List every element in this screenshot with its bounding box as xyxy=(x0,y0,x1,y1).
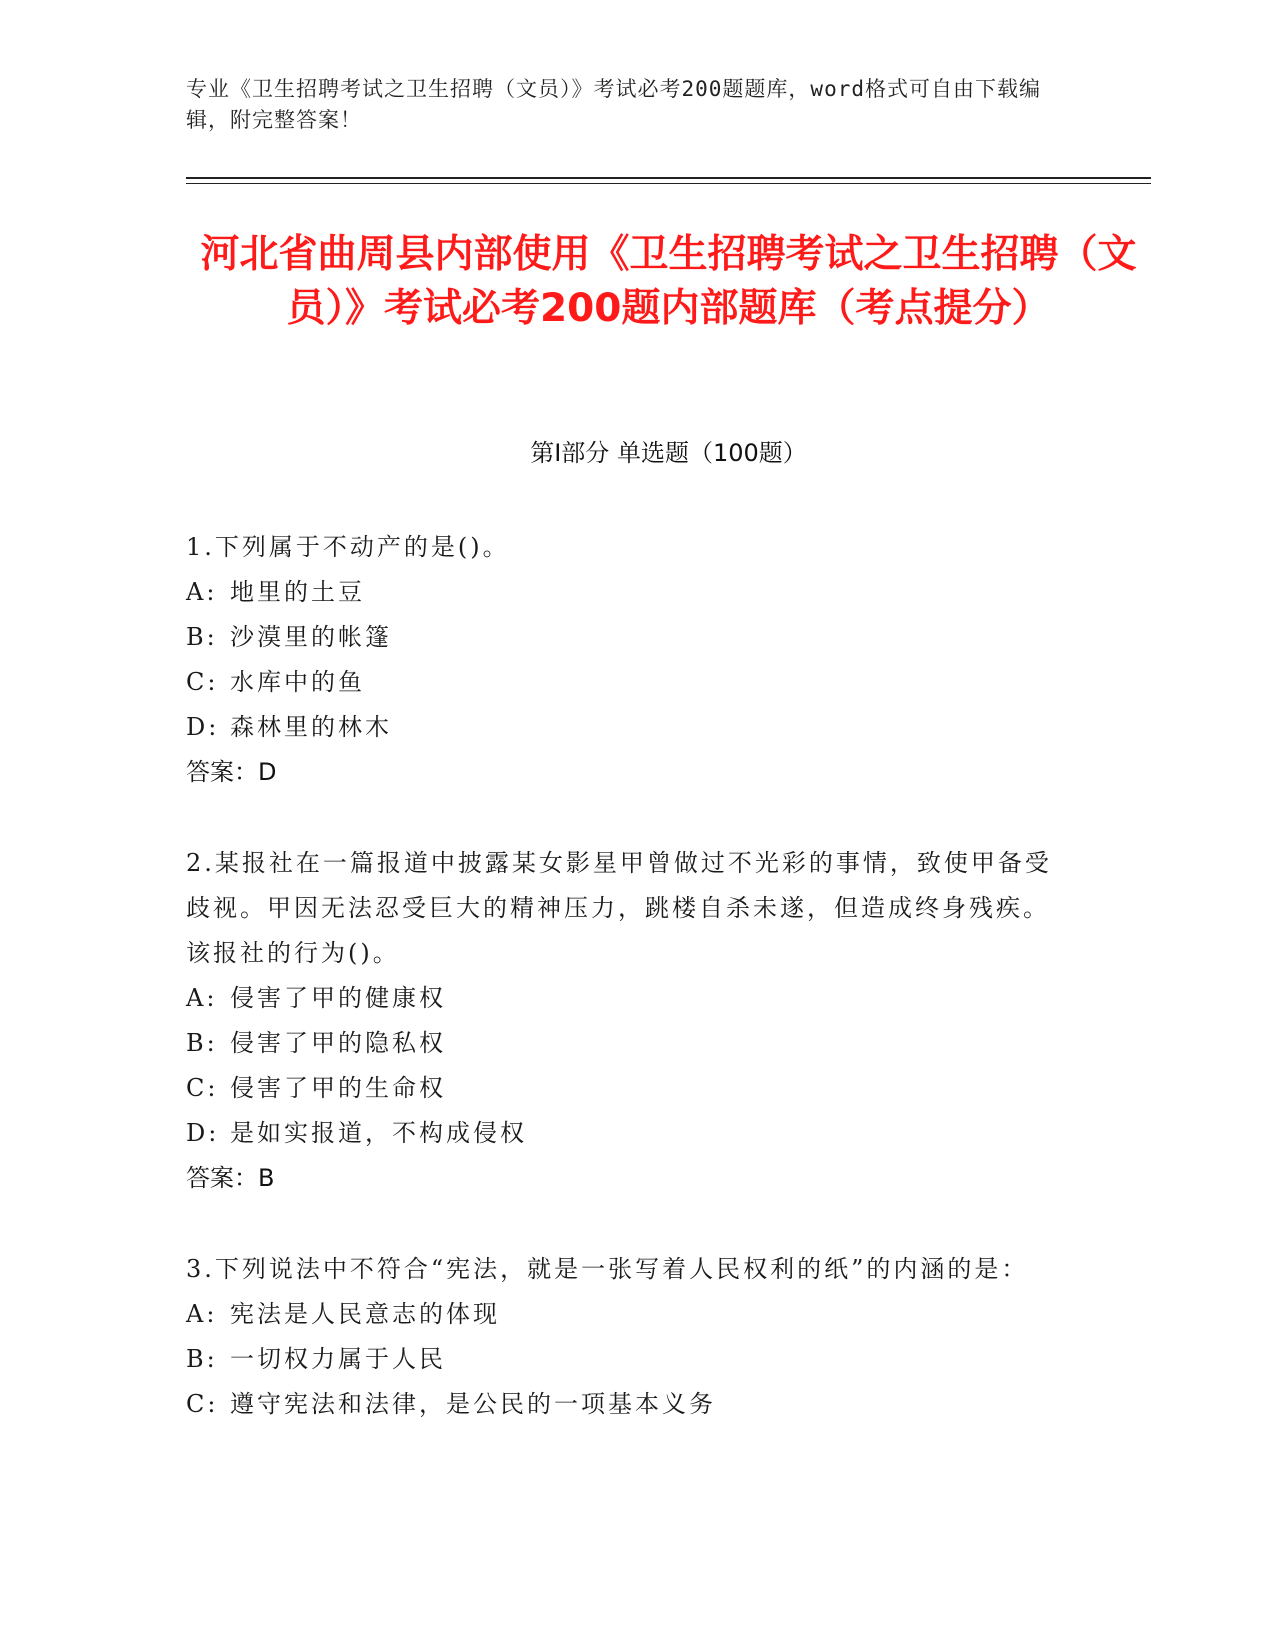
option-letter: B: xyxy=(186,1029,218,1057)
question-item xyxy=(186,841,1066,1201)
option-text: 侵害了甲的健康权 xyxy=(230,984,446,1012)
question-option xyxy=(186,976,1066,1021)
option-letter: C: xyxy=(186,1074,219,1102)
option-text: 遵守宪法和法律，是公民的一项基本义务 xyxy=(230,1390,716,1418)
option-letter: C: xyxy=(186,668,219,696)
option-letter: A: xyxy=(186,578,218,606)
question-option xyxy=(186,660,1066,705)
question-item xyxy=(186,525,1066,795)
option-letter: D: xyxy=(186,713,220,741)
question-item xyxy=(186,1247,1066,1427)
question-list xyxy=(186,525,1066,1473)
question-answer: 答案：D xyxy=(186,758,277,786)
question-option xyxy=(186,615,1066,660)
option-text: 沙漠里的帐篷 xyxy=(230,623,392,651)
option-letter: A: xyxy=(186,984,218,1012)
question-stem: 2.某报社在一篇报道中披露某女影星甲曾做过不光彩的事情，致使甲备受歧视。甲因无法忍受巨大的精神压力，跳楼自杀未遂，但造成终身残疾。该报社的行为()。 xyxy=(186,849,1052,967)
question-option xyxy=(186,1066,1066,1111)
question-option xyxy=(186,570,1066,615)
header-divider-thick xyxy=(186,177,1151,179)
question-option xyxy=(186,1382,1066,1427)
option-text: 宪法是人民意志的体现 xyxy=(230,1300,500,1328)
question-answer: 答案：B xyxy=(186,1164,275,1192)
question-option xyxy=(186,1111,1066,1156)
question-option xyxy=(186,1292,1066,1337)
option-letter: C: xyxy=(186,1390,219,1418)
option-letter: B: xyxy=(186,1345,218,1373)
option-text: 森林里的林木 xyxy=(230,713,392,741)
option-text: 水库中的鱼 xyxy=(230,668,365,696)
option-text: 侵害了甲的隐私权 xyxy=(230,1029,446,1057)
page-title: 河北省曲周县内部使用《卫生招聘考试之卫生招聘（文员）》考试必考200题内部题库（考点提分） xyxy=(200,232,1137,331)
question-option xyxy=(186,1021,1066,1066)
question-stem: 1.下列属于不动产的是()。 xyxy=(186,533,510,561)
option-text: 一切权力属于人民 xyxy=(230,1345,446,1373)
option-letter: D: xyxy=(186,1119,220,1147)
question-option xyxy=(186,1337,1066,1382)
header-divider-thin xyxy=(186,183,1151,184)
question-stem: 3.下列说法中不符合“宪法，就是一张写着人民权利的纸”的内涵的是： xyxy=(186,1255,1029,1283)
option-text: 地里的土豆 xyxy=(230,578,365,606)
header-note: 专业《卫生招聘考试之卫生招聘（文员）》考试必考200题题库，word格式可自由下载编辑，附完整答案！ xyxy=(186,77,1041,132)
section-title: 第Ⅰ部分 单选题（100题） xyxy=(530,439,807,467)
option-letter: A: xyxy=(186,1300,218,1328)
option-letter: B: xyxy=(186,623,218,651)
question-option xyxy=(186,705,1066,750)
option-text: 侵害了甲的生命权 xyxy=(230,1074,446,1102)
option-text: 是如实报道，不构成侵权 xyxy=(230,1119,527,1147)
